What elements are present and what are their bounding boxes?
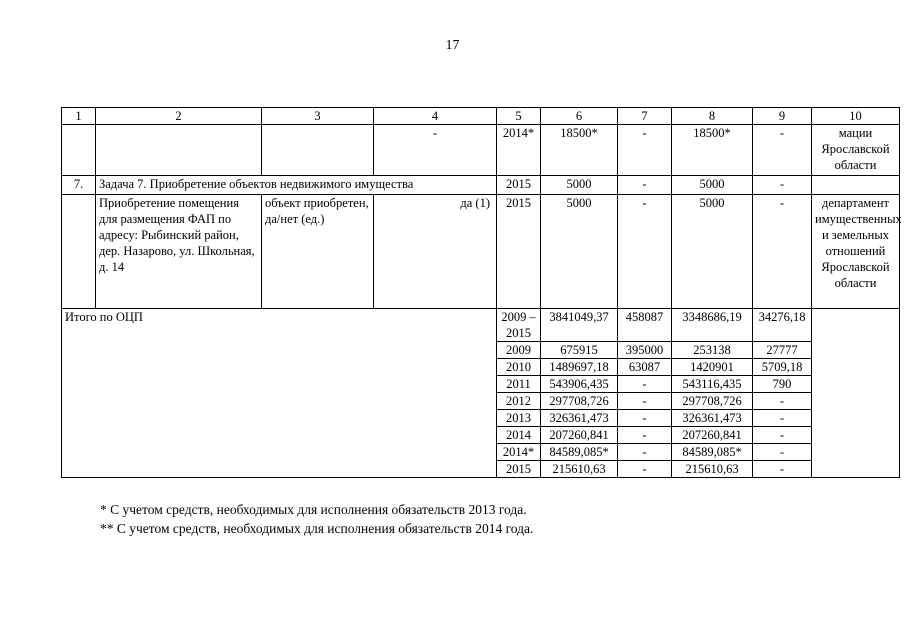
table-cell: 253138 (672, 342, 753, 359)
header-cell: 7 (618, 108, 672, 125)
table-cell: - (753, 427, 812, 444)
table-cell: 18500* (541, 125, 618, 176)
header-cell: 6 (541, 108, 618, 125)
table-cell: 543906,435 (541, 376, 618, 393)
table-cell: 5000 (672, 176, 753, 195)
header-row (62, 108, 900, 125)
table-cell: - (753, 176, 812, 195)
year-cell: 2014 (497, 427, 541, 444)
year-cell: 2015 (497, 176, 541, 195)
year-cell: 2015 (497, 461, 541, 478)
year-cell: 2011 (497, 376, 541, 393)
table-cell: - (618, 461, 672, 478)
year-cell: 2010 (497, 359, 541, 376)
table-cell (62, 125, 96, 176)
header-cell: 8 (672, 108, 753, 125)
table-cell: - (374, 125, 497, 176)
table-cell: 1420901 (672, 359, 753, 376)
table-cell: - (618, 427, 672, 444)
table-cell: 5000 (541, 195, 618, 309)
footnotes (100, 500, 533, 538)
year-cell: 2015 (497, 195, 541, 309)
table-cell: - (618, 176, 672, 195)
year-cell: 2014* (497, 125, 541, 176)
value-cell: да (1) (374, 195, 497, 309)
table-cell: 5709,18 (753, 359, 812, 376)
task-row (62, 176, 900, 195)
header-cell: 5 (497, 108, 541, 125)
table-cell: 458087 (618, 309, 672, 342)
table-cell: 215610,63 (541, 461, 618, 478)
year-cell: 2014* (497, 444, 541, 461)
table-cell: - (753, 444, 812, 461)
table-cell: - (618, 195, 672, 309)
table-cell: - (618, 376, 672, 393)
executor-cell: департамент имущественных и земельных отношений Ярославской области (812, 195, 900, 309)
table-cell: - (618, 125, 672, 176)
table-cell: 297708,726 (541, 393, 618, 410)
table-cell: - (753, 195, 812, 309)
table-cell (812, 309, 900, 478)
year-cell: 2009 – 2015 (497, 309, 541, 342)
table-cell: - (618, 444, 672, 461)
header-cell: 3 (262, 108, 374, 125)
task-title: Задача 7. Приобретение объектов недвижимого имущества (96, 176, 497, 195)
table-cell: 84589,085* (672, 444, 753, 461)
table-cell: - (618, 393, 672, 410)
executor-cell: мации Ярославской области (812, 125, 900, 176)
table-cell: 297708,726 (672, 393, 753, 410)
item-name: Приобретение помещения для размещения ФАП по адресу: Рыбинский район, дер. Назарово, ул. Школьная, д. 14 (96, 195, 262, 309)
table-cell: 5000 (672, 195, 753, 309)
table-cell: 326361,473 (672, 410, 753, 427)
header-cell: 9 (753, 108, 812, 125)
footnote: ** С учетом средств, необходимых для исполнения обязательств 2014 года. (100, 521, 534, 536)
table-cell: 3841049,37 (541, 309, 618, 342)
totals-row (62, 309, 900, 342)
table-cell (96, 125, 262, 176)
indicator-cell: объект приобретен, да/нет (ед.) (262, 195, 374, 309)
table-cell: 27777 (753, 342, 812, 359)
footnote: * С учетом средств, необходимых для исполнения обязательств 2013 года. (100, 502, 527, 517)
year-cell: 2013 (497, 410, 541, 427)
table-cell: - (753, 410, 812, 427)
table-cell: 3348686,19 (672, 309, 753, 342)
table-cell: 543116,435 (672, 376, 753, 393)
table-row (62, 125, 900, 176)
table-cell: 790 (753, 376, 812, 393)
table-cell: 207260,841 (541, 427, 618, 444)
year-cell: 2009 (497, 342, 541, 359)
table-cell (812, 176, 900, 195)
table-cell: 207260,841 (672, 427, 753, 444)
table-cell: 18500* (672, 125, 753, 176)
table-cell: - (753, 125, 812, 176)
table-cell: 326361,473 (541, 410, 618, 427)
table-cell: 84589,085* (541, 444, 618, 461)
year-cell: 2012 (497, 393, 541, 410)
table-cell: 395000 (618, 342, 672, 359)
program-table (61, 107, 900, 478)
table-cell: 5000 (541, 176, 618, 195)
header-cell: 2 (96, 108, 262, 125)
table-cell: - (753, 461, 812, 478)
table-cell: 675915 (541, 342, 618, 359)
table-cell: 215610,63 (672, 461, 753, 478)
table-cell: 34276,18 (753, 309, 812, 342)
totals-label: Итого по ОЦП (62, 309, 497, 478)
header-cell: 4 (374, 108, 497, 125)
header-cell: 10 (812, 108, 900, 125)
table-cell: - (618, 410, 672, 427)
task-number: 7. (62, 176, 96, 195)
table-cell (262, 125, 374, 176)
table-cell (62, 195, 96, 309)
table-cell: - (753, 393, 812, 410)
header-cell: 1 (62, 108, 96, 125)
table-cell: 63087 (618, 359, 672, 376)
table-cell: 1489697,18 (541, 359, 618, 376)
table-row (62, 195, 900, 309)
page-number: 17 (445, 38, 460, 53)
